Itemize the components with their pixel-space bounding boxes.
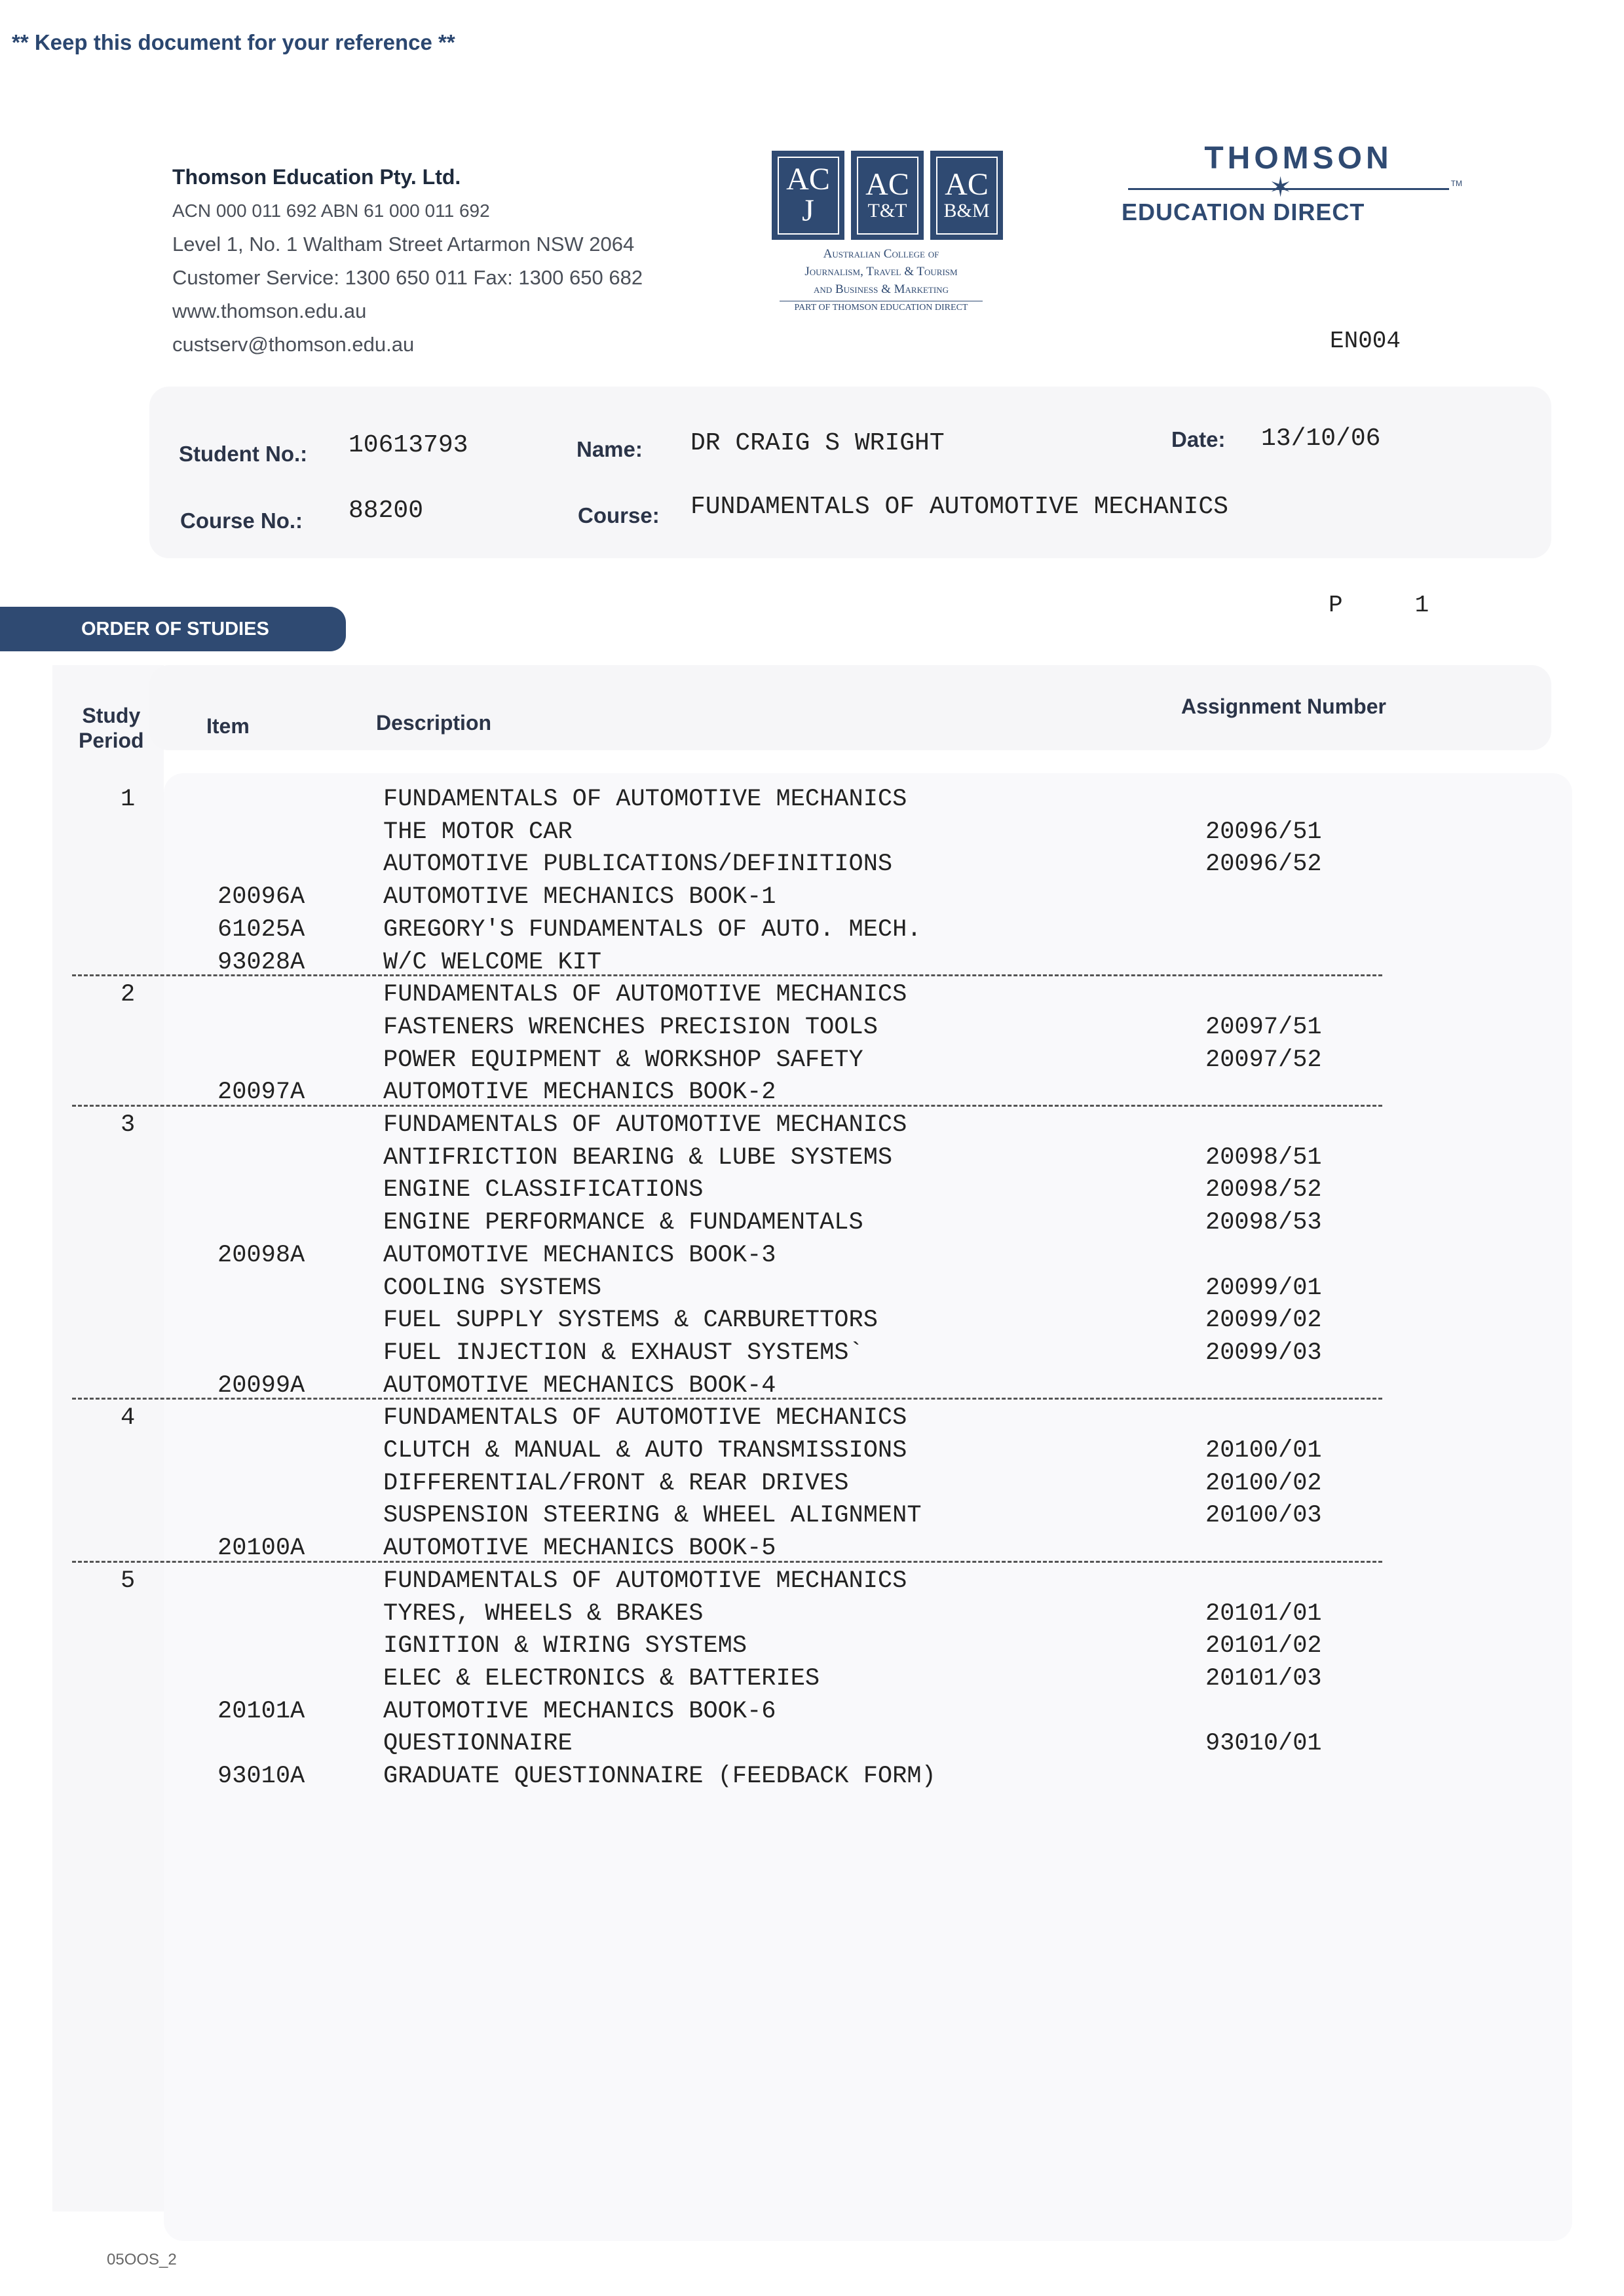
study-period-cell: 3 [121,1111,136,1139]
table-row [0,1239,1624,1272]
company-acn-abn: ACN 000 011 692 ABN 61 000 011 692 [172,201,490,221]
description-cell: AUTOMOTIVE MECHANICS BOOK-3 [383,1241,776,1269]
reference-note: ** Keep this document for your reference ** [12,30,455,54]
table-row [0,881,1624,913]
study-period-cell: 2 [121,981,136,1009]
description-cell: FUEL INJECTION & EXHAUST SYSTEMS` [383,1339,863,1367]
description-cell: AUTOMOTIVE MECHANICS BOOK-4 [383,1371,776,1400]
description-cell: GRADUATE QUESTIONNAIRE (FEEDBACK FORM) [383,1763,936,1790]
page-number: 1 [1414,592,1429,619]
student-no-value: 10613793 [349,431,468,459]
date-label: Date: [1171,427,1226,451]
assignment-number-cell: 20100/02 [1205,1469,1322,1497]
document-code: EN004 [1330,328,1401,354]
study-period-cell: 4 [121,1404,136,1432]
description-cell: FUNDAMENTALS OF AUTOMOTIVE MECHANICS [383,1567,907,1595]
assignment-number-cell: 20098/51 [1205,1143,1322,1172]
description-cell: AUTOMOTIVE MECHANICS BOOK-6 [383,1697,776,1725]
assignment-number-cell: 20096/51 [1205,818,1322,846]
description-cell: AUTOMOTIVE MECHANICS BOOK-1 [383,883,776,911]
assignment-number-cell: 20101/02 [1205,1632,1322,1660]
item-code-cell: 20099A [217,1371,305,1400]
item-code-cell: 20096A [217,883,305,911]
item-code-cell: 20098A [217,1241,305,1269]
description-cell: QUESTIONNAIRE [383,1730,573,1758]
page-indicator [1329,592,1429,619]
date-value: 13/10/06 [1261,425,1381,453]
assignment-number-cell: 20096/52 [1205,851,1322,879]
table-row [0,1598,1624,1630]
company-address: Level 1, No. 1 Waltham Street Artarmon NSW 2064 [172,233,635,256]
assignment-number-cell: 20101/03 [1205,1664,1322,1693]
assignment-number-cell: 93010/01 [1205,1730,1322,1758]
table-row [0,978,1624,1011]
table-row [0,1044,1624,1077]
period-divider [72,1105,1382,1107]
column-header-assignment-number: Assignment Number [1181,695,1386,718]
table-row [0,1630,1624,1662]
description-cell: COOLING SYSTEMS [383,1274,602,1302]
table-row [0,1337,1624,1369]
description-cell: ENGINE CLASSIFICATIONS [383,1176,704,1204]
description-cell: FUNDAMENTALS OF AUTOMOTIVE MECHANICS [383,1111,907,1139]
college-logo [766,151,1015,316]
description-cell: POWER EQUIPMENT & WORKSHOP SAFETY [383,1046,863,1074]
student-info-panel [149,387,1551,558]
brand-rule: ✶ TM [1122,179,1462,199]
table-row [0,913,1624,946]
course-no-value: 88200 [349,497,424,525]
table-row [0,1174,1624,1206]
table-row [0,816,1624,849]
table-row [0,1532,1624,1565]
table-row [0,1402,1624,1434]
description-cell: FUEL SUPPLY SYSTEMS & CARBURETTORS [383,1307,878,1335]
description-cell: THE MOTOR CAR [383,818,573,846]
order-of-studies-title: ORDER OF STUDIES [81,619,269,640]
thomson-logo [1122,140,1462,226]
description-cell: IGNITION & WIRING SYSTEMS [383,1632,747,1660]
description-cell: FASTENERS WRENCHES PRECISION TOOLS [383,1013,878,1041]
brand-subtitle: EDUCATION DIRECT [1122,199,1365,225]
order-of-studies-tab [0,607,346,651]
description-cell: FUNDAMENTALS OF AUTOMOTIVE MECHANICS [383,1404,907,1432]
assignment-number-cell: 20099/02 [1205,1307,1322,1335]
assignment-number-cell: 20101/01 [1205,1599,1322,1628]
table-row [0,1109,1624,1141]
description-cell: FUNDAMENTALS OF AUTOMOTIVE MECHANICS [383,981,907,1009]
table-row [0,1434,1624,1467]
period-divider [72,1398,1382,1400]
assignment-number-cell: 20100/01 [1205,1437,1322,1464]
column-header-study-period: Study Period [79,704,144,752]
assignment-number-cell: 20097/52 [1205,1046,1322,1074]
description-cell: AUTOMOTIVE MECHANICS BOOK-2 [383,1079,776,1107]
table-row [0,1304,1624,1337]
company-name: Thomson Education Pty. Ltd. [172,165,461,189]
description-cell: ELEC & ELECTRONICS & BATTERIES [383,1664,820,1693]
logo-box-business-marketing: AC B&M [930,151,1003,240]
assignment-number-cell: 20097/51 [1205,1013,1322,1041]
company-address-block [172,161,643,361]
study-period-cell: 1 [121,786,136,813]
description-cell: AUTOMOTIVE PUBLICATIONS/DEFINITIONS [383,851,893,879]
table-row [0,1369,1624,1402]
course-no-label: Course No.: [180,508,303,533]
description-cell: CLUTCH & MANUAL & AUTO TRANSMISSIONS [383,1437,907,1464]
course-value: FUNDAMENTALS OF AUTOMOTIVE MECHANICS [690,493,1228,521]
assignment-number-cell: 20098/52 [1205,1176,1322,1204]
period-divider [72,1561,1382,1563]
table-row [0,1662,1624,1695]
table-row [0,1695,1624,1728]
item-code-cell: 93010A [217,1763,305,1790]
table-row [0,1760,1624,1793]
description-cell: W/C WELCOME KIT [383,948,602,976]
table-row [0,1272,1624,1305]
table-row [0,1141,1624,1174]
course-label: Course: [578,503,660,527]
assignment-number-cell: 20099/03 [1205,1339,1322,1367]
description-cell: GREGORY'S FUNDAMENTALS OF AUTO. MECH. [383,915,922,944]
table-row [0,1565,1624,1598]
table-row [0,848,1624,881]
college-logo-text: Australian College of Journalism, Travel & Tourism and Business & Marketing PART OF THOMSON EDUCATION DIRECT [766,245,996,315]
table-row [0,1467,1624,1500]
assignment-number-cell: 20099/01 [1205,1274,1322,1302]
column-header-description: Description [376,711,492,735]
description-cell: SUSPENSION STEERING & WHEEL ALIGNMENT [383,1502,922,1530]
company-website[interactable]: www.thomson.edu.au [172,299,367,322]
table-row [0,1727,1624,1760]
period-divider [72,974,1382,976]
description-cell: DIFFERENTIAL/FRONT & REAR DRIVES [383,1469,849,1497]
table-row [0,1011,1624,1044]
item-code-cell: 93028A [217,948,305,976]
description-cell: ENGINE PERFORMANCE & FUNDAMENTALS [383,1209,863,1237]
column-header-item: Item [206,714,250,738]
table-row [0,1206,1624,1239]
item-code-cell: 20101A [217,1697,305,1725]
table-row [0,1076,1624,1109]
description-cell: TYRES, WHEELS & BRAKES [383,1599,704,1628]
assignment-number-cell: 20100/03 [1205,1502,1322,1530]
page-label: P [1329,592,1343,619]
footer-code: 05OOS_2 [107,2251,177,2268]
description-cell: FUNDAMENTALS OF AUTOMOTIVE MECHANICS [383,786,907,813]
table-row [0,946,1624,979]
item-code-cell: 61025A [217,915,305,944]
item-code-cell: 20100A [217,1535,305,1563]
table-row [0,783,1624,816]
assignment-number-cell: 20098/53 [1205,1209,1322,1237]
student-no-label: Student No.: [179,442,308,466]
logo-box-journalism: AC J [772,151,844,240]
brand-name: THOMSON [1204,141,1393,176]
star-icon: ✶ [1269,172,1293,202]
name-value: DR CRAIG S WRIGHT [690,429,945,457]
name-label: Name: [576,437,643,461]
company-email[interactable]: custserv@thomson.edu.au [172,333,415,356]
logo-box-travel-tourism: AC T&T [851,151,924,240]
table-row [0,1499,1624,1532]
description-cell: ANTIFRICTION BEARING & LUBE SYSTEMS [383,1143,893,1172]
company-phones: Customer Service: 1300 650 011 Fax: 1300 650 682 [172,266,643,289]
item-code-cell: 20097A [217,1079,305,1107]
study-period-cell: 5 [121,1567,136,1595]
description-cell: AUTOMOTIVE MECHANICS BOOK-5 [383,1535,776,1563]
